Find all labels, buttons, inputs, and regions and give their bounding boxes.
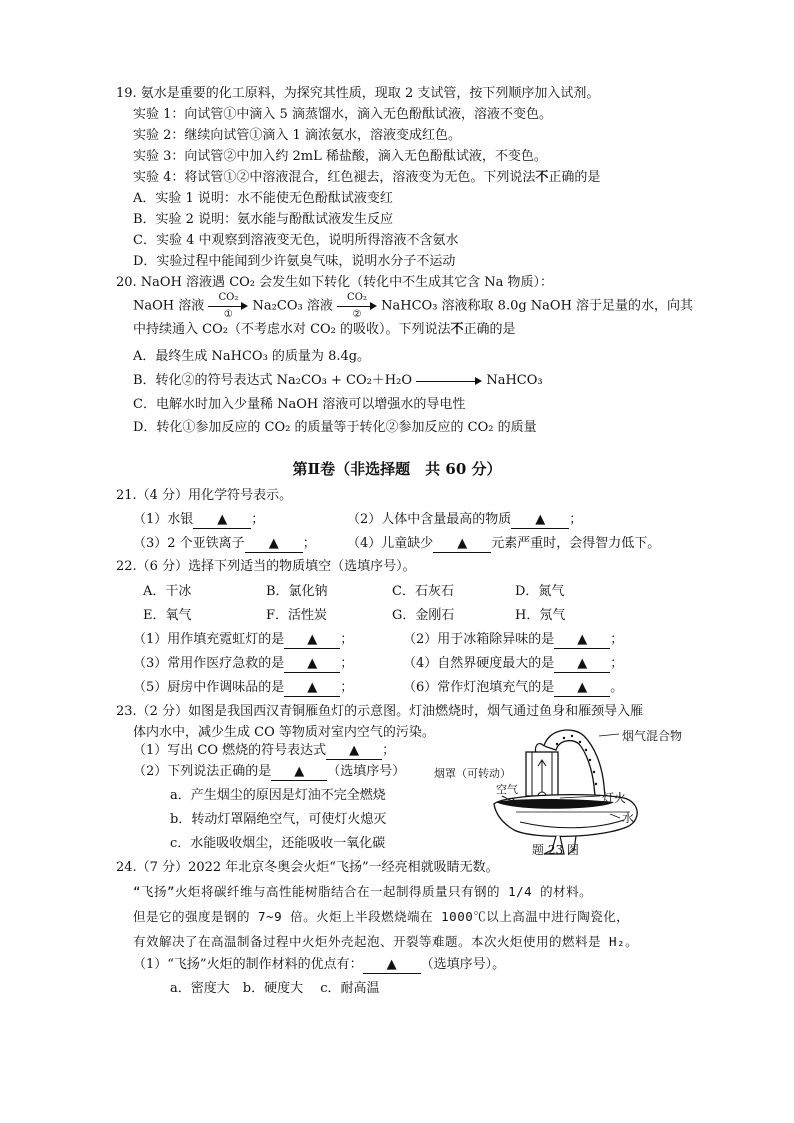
q20-arrow-1 xyxy=(208,292,248,320)
q20-option-d[interactable]: D．转化①参加反应的 CO₂ 的质量等于转化②参加反应的 CO₂ 的质量 xyxy=(133,420,537,435)
q21-p1-label: （1）水银 xyxy=(133,512,194,527)
separator: ； xyxy=(569,512,583,527)
q23-p1-blank[interactable]: ▲ xyxy=(326,743,382,760)
separator: ； xyxy=(340,680,354,695)
q23-p1-label: （1）写出 CO 燃烧的符号表达式 xyxy=(133,743,327,758)
q20-line3-pre: 中持续通入 CO₂（不考虑水对 CO₂ 的吸收）。下列说法 xyxy=(133,322,451,337)
fig-label-shade: 烟罩（可转动） xyxy=(434,767,511,780)
q21-part-4 xyxy=(347,534,660,554)
separator: ； xyxy=(610,656,624,671)
q24-p1-blank[interactable]: ▲ xyxy=(363,957,421,974)
q23-p2-label: （2）下列说法正确的是 xyxy=(133,764,272,779)
fig-label-fire: 灯火 xyxy=(602,791,627,805)
q22-option-c: C．石灰石 xyxy=(392,584,454,599)
q19-exp4-pre: 实验 4：将试管①②中溶液混合，红色褪去，溶液变为无色。下列说法 xyxy=(133,170,536,185)
q22-option-e: E．氧气 xyxy=(143,608,192,623)
q22-p6-label: （6）常作灯泡填充气的是 xyxy=(403,680,555,695)
q22-p1-blank[interactable]: ▲ xyxy=(284,632,340,649)
q20-option-b-post: NaHCO₃ xyxy=(486,373,543,388)
leader-line xyxy=(599,734,619,736)
q22-part-6 xyxy=(403,678,623,698)
fig-label-smoke: 烟气混合物 xyxy=(622,729,683,743)
q22-part-4 xyxy=(403,654,623,674)
q22-p5-label: （5）厨房中作调味品的是 xyxy=(133,680,285,695)
q21-p4-label: （4）儿童缺少 xyxy=(347,536,434,551)
reaction-arrow-icon xyxy=(416,375,482,387)
q22-option-b: B．氯化钠 xyxy=(266,584,328,599)
q21-p2-label: （2）人体中含量最高的物质 xyxy=(347,512,512,527)
q22-part-2 xyxy=(403,630,623,650)
q21-part-1 xyxy=(133,510,264,530)
arrow-shaft xyxy=(337,306,371,307)
q20-arrow-1-top: CO₂ xyxy=(218,292,239,303)
q21-p4-post: 元素严重时，会得智力低下。 xyxy=(491,536,661,551)
q21-p3-label: （3）2 个亚铁离子 xyxy=(133,536,245,551)
q24-p1-post: （选填序号）。 xyxy=(420,957,506,972)
q20-chain-nahco3: NaHCO₃ 溶液称取 8.0g NaOH 溶于足量的水，向其 xyxy=(381,298,694,314)
q20-option-b-pre: B．转化②的符号表达式 Na₂CO₃ + CO₂＋H₂O xyxy=(133,373,413,388)
separator: ； xyxy=(340,632,354,647)
q22-option-g: G．金刚石 xyxy=(392,608,455,623)
separator: ； xyxy=(302,536,316,551)
fig-label-water: 水 xyxy=(622,811,635,825)
q21-p1-blank[interactable]: ▲ xyxy=(193,512,251,529)
q21-p4-blank[interactable]: ▲ xyxy=(433,536,491,553)
separator: ； xyxy=(340,656,354,671)
q19-exp1: 实验 1：向试管①中滴入 5 滴蒸馏水，滴入无色酚酞试液，溶液不变色。 xyxy=(133,107,552,122)
q22-p3-label: （3）常用作医疗急救的是 xyxy=(133,656,285,671)
q22-p2-blank[interactable]: ▲ xyxy=(554,632,610,649)
q23-part-1 xyxy=(133,741,395,761)
q19-exp4-post: 正确的是 xyxy=(548,170,601,185)
q20-chain-naoh: NaOH 溶液 xyxy=(133,298,205,314)
q22-option-f: F．活性炭 xyxy=(266,608,328,623)
q19-option-a[interactable]: A．实验 1 说明：水不能使无色酚酞试液变红 xyxy=(133,191,393,206)
q21-p2-blank[interactable]: ▲ xyxy=(511,512,569,529)
q21-part-2 xyxy=(347,510,582,530)
q23-p2-post: （选填序号） xyxy=(327,764,406,779)
arrow-shaft xyxy=(208,306,242,307)
q22-p4-label: （4）自然界硬度最大的是 xyxy=(403,656,555,671)
q20-line3-bold: 不 xyxy=(450,322,464,337)
q23-statement-c: c．水能吸收烟尘，还能吸收一氧化碳 xyxy=(170,836,386,851)
q22-p1-label: （1）用作填充霓虹灯的是 xyxy=(133,632,285,647)
q19-option-c[interactable]: C．实验 4 中观察到溶液变无色，说明所得溶液不含氨水 xyxy=(133,233,459,248)
q24-options: a．密度大 b．硬度大 c．耐高温 xyxy=(170,981,380,996)
q19-exp3: 实验 3：向试管②中加入约 2mL 稀盐酸，滴入无色酚酞试液，不变色。 xyxy=(133,149,547,164)
q22-p2-label: （2）用于冰箱除异味的是 xyxy=(403,632,555,647)
section-2-title: 第Ⅱ卷（非选择题 共 60 分） xyxy=(292,460,502,478)
q20-arrow-2-bot: ② xyxy=(352,309,362,320)
fig-caption: 题 23 图 xyxy=(532,843,579,857)
q19-stem: 19. 氨水是重要的化工原料，为探究其性质，现取 2 支试管，按下列顺序加入试剂。 xyxy=(116,86,600,101)
q22-option-a: A．干冰 xyxy=(143,584,192,599)
q24-part-1 xyxy=(133,955,505,975)
separator: ； xyxy=(382,743,396,758)
separator: ； xyxy=(251,512,265,527)
q22-part-5 xyxy=(133,678,353,698)
q20-arrow-2-top: CO₂ xyxy=(347,292,367,303)
q22-p5-blank[interactable]: ▲ xyxy=(284,680,340,697)
q22-part-3 xyxy=(133,654,353,674)
q24-text-1: “飞扬”火炬将碳纤维与高性能树脂结合在一起制得质量只有钢的 1/4 的材料。 xyxy=(133,884,593,899)
q20-line3 xyxy=(133,320,516,340)
separator: ； xyxy=(610,632,624,647)
q23-line2: 体内水中，减少生成 CO 等物质对室内空气的污染。 xyxy=(133,725,435,740)
q20-option-b[interactable] xyxy=(133,371,543,391)
q23-line1: 23.（2 分）如图是我国西汉青铜雁鱼灯的示意图。灯油燃烧时，烟气通过鱼身和雁颈导入雁 xyxy=(116,704,644,719)
q22-option-h: H．氖气 xyxy=(515,608,566,623)
q20-stem: 20. NaOH 溶液遇 CO₂ 会发生如下转化（转化中不生成其它含 Na 物质）： xyxy=(116,275,554,290)
q24-text-2: 但是它的强度是钢的 7~9 倍。火炬上半段燃烧端在 1000℃以上高温中进行陶瓷化， xyxy=(133,909,630,924)
q23-statement-a: a．产生烟尘的原因是灯油不完全燃烧 xyxy=(170,788,386,803)
q22-p4-blank[interactable]: ▲ xyxy=(554,656,610,673)
q22-part-1 xyxy=(133,630,353,650)
q22-stem: 22.（6 分）选择下列适当的物质填空（选填序号）。 xyxy=(116,559,416,574)
q20-arrow-2 xyxy=(337,292,377,320)
q24-text-3: 有效解决了在高温制备过程中火炬外壳起泡、开裂等难题。本次火炬使用的燃料是 H₂。 xyxy=(133,934,639,949)
q19-option-b[interactable]: B．实验 2 说明：氨水能与酚酞试液发生反应 xyxy=(133,212,394,227)
q20-option-a[interactable]: A．最终生成 NaHCO₃ 的质量为 8.4g。 xyxy=(133,349,371,364)
q23-p2-blank[interactable]: ▲ xyxy=(271,764,327,781)
q19-exp2: 实验 2：继续向试管①滴入 1 滴浓氨水，溶液变成红色。 xyxy=(133,128,461,143)
q20-arrow-1-bot: ① xyxy=(223,309,233,320)
q20-chain xyxy=(133,292,694,320)
q24-stem: 24.（7 分）2022 年北京冬奥会火炬“飞扬”一经亮相就吸睛无数。 xyxy=(116,860,499,875)
fig-label-air: 空气 xyxy=(496,783,518,796)
period: 。 xyxy=(610,680,624,695)
q24-p1-label: （1）“飞扬”火炬的制作材料的优点有： xyxy=(133,957,363,972)
q23-part-2 xyxy=(133,762,405,782)
q23-statement-b: b．转动灯罩隔绝空气，可使灯火熄灭 xyxy=(170,812,387,827)
q22-p6-blank[interactable]: ▲ xyxy=(554,680,610,697)
q19-exp4 xyxy=(133,168,600,188)
q21-part-3 xyxy=(133,534,316,554)
q21-p3-blank[interactable]: ▲ xyxy=(245,536,303,553)
q22-option-d: D．氮气 xyxy=(515,584,565,599)
q20-option-c[interactable]: C．电解水时加入少量稀 NaOH 溶液可以增强水的导电性 xyxy=(133,397,466,412)
q21-stem: 21.（4 分）用化学符号表示。 xyxy=(116,488,293,503)
q19-option-d[interactable]: D．实验过程中能闻到少许氨臭气味，说明水分子不运动 xyxy=(133,254,456,269)
q20-line3-post: 正确的是 xyxy=(463,322,516,337)
q22-p3-blank[interactable]: ▲ xyxy=(284,656,340,673)
q19-exp4-bold: 不 xyxy=(535,170,549,185)
q20-chain-na2co3: Na₂CO₃ 溶液 xyxy=(252,298,333,314)
